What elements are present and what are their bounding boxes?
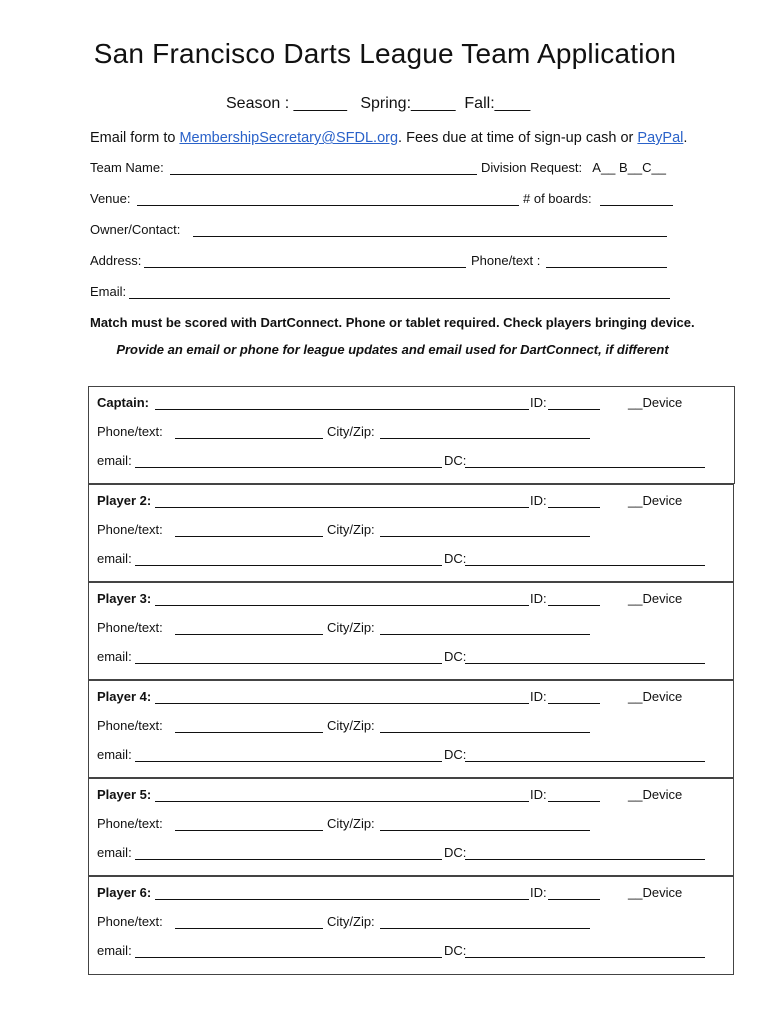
player-phone-field[interactable] bbox=[175, 536, 323, 537]
player-dc-field[interactable] bbox=[465, 761, 705, 762]
player-city-label: City/Zip: bbox=[327, 816, 375, 831]
player-label: Player 3: bbox=[97, 591, 152, 606]
player-dc-label: DC: bbox=[444, 453, 467, 468]
dartconnect-notice: Match must be scored with DartConnect. Phone or tablet required. Check players bringing device. bbox=[90, 315, 695, 330]
player-device-label: __Device bbox=[628, 395, 683, 410]
player-id-field[interactable] bbox=[548, 507, 600, 508]
membership-email-link[interactable]: MembershipSecretary@SFDL.org bbox=[179, 130, 399, 146]
player-email-field[interactable] bbox=[135, 859, 442, 860]
player-name-field[interactable] bbox=[155, 409, 529, 410]
player-id-label: ID: bbox=[530, 395, 547, 410]
player-dc-label: DC: bbox=[444, 747, 467, 762]
owner-field[interactable] bbox=[193, 236, 667, 237]
player-device-label: __Device bbox=[628, 885, 683, 900]
player-city-label: City/Zip: bbox=[327, 620, 375, 635]
player-phone-label: Phone/text: bbox=[97, 718, 163, 733]
player-device-label: __Device bbox=[628, 591, 683, 606]
email-end: . bbox=[683, 130, 688, 146]
season-line: Season : ______ Spring:_____ Fall:____ bbox=[226, 95, 531, 112]
player-phone-label: Phone/text: bbox=[97, 914, 163, 929]
player-city-field[interactable] bbox=[380, 732, 590, 733]
player-label: Captain: bbox=[97, 395, 149, 410]
player-phone-field[interactable] bbox=[175, 928, 323, 929]
owner-label: Owner/Contact: bbox=[90, 222, 181, 237]
player-id-label: ID: bbox=[530, 689, 547, 704]
player-phone-label: Phone/text: bbox=[97, 816, 163, 831]
player-dc-label: DC: bbox=[444, 551, 467, 566]
player-phone-label: Phone/text: bbox=[97, 620, 163, 635]
venue-field[interactable] bbox=[137, 205, 519, 206]
player-dc-field[interactable] bbox=[465, 957, 705, 958]
player-email-label: email: bbox=[97, 943, 132, 958]
player-city-field[interactable] bbox=[380, 438, 590, 439]
player-email-label: email: bbox=[97, 747, 132, 762]
paypal-link[interactable]: PayPal bbox=[637, 130, 684, 146]
player-dc-label: DC: bbox=[444, 649, 467, 664]
player-email-field[interactable] bbox=[135, 467, 442, 468]
player-city-field[interactable] bbox=[380, 830, 590, 831]
player-city-field[interactable] bbox=[380, 928, 590, 929]
player-label: Player 6: bbox=[97, 885, 152, 900]
player-id-field[interactable] bbox=[548, 703, 600, 704]
page-title: San Francisco Darts League Team Application bbox=[93, 38, 677, 69]
player-dc-label: DC: bbox=[444, 845, 467, 860]
player-dc-field[interactable] bbox=[465, 565, 705, 566]
phone-label: Phone/text : bbox=[471, 253, 541, 268]
player-id-field[interactable] bbox=[548, 409, 600, 410]
player-name-field[interactable] bbox=[155, 801, 529, 802]
player-email-field[interactable] bbox=[135, 663, 442, 664]
email-intro: Email form to bbox=[90, 130, 180, 146]
player-device-label: __Device bbox=[628, 689, 683, 704]
team-name-field[interactable] bbox=[170, 174, 477, 175]
player-id-field[interactable] bbox=[548, 605, 600, 606]
player-phone-field[interactable] bbox=[175, 634, 323, 635]
email-instructions bbox=[90, 130, 687, 146]
player-city-field[interactable] bbox=[380, 634, 590, 635]
player-email-label: email: bbox=[97, 845, 132, 860]
player-phone-field[interactable] bbox=[175, 438, 323, 439]
boards-field[interactable] bbox=[600, 205, 673, 206]
player-phone-label: Phone/text: bbox=[97, 424, 163, 439]
venue-label: Venue: bbox=[90, 191, 131, 206]
player-id-label: ID: bbox=[530, 787, 547, 802]
player-email-field[interactable] bbox=[135, 565, 442, 566]
player-dc-field[interactable] bbox=[465, 859, 705, 860]
player-id-label: ID: bbox=[530, 493, 547, 508]
player-city-label: City/Zip: bbox=[327, 914, 375, 929]
player-city-label: City/Zip: bbox=[327, 718, 375, 733]
player-device-label: __Device bbox=[628, 493, 683, 508]
player-id-field[interactable] bbox=[548, 801, 600, 802]
team-name-label: Team Name: bbox=[90, 160, 164, 175]
email-mid: . Fees due at time of sign-up cash or bbox=[398, 130, 638, 146]
player-phone-field[interactable] bbox=[175, 830, 323, 831]
player-label: Player 2: bbox=[97, 493, 152, 508]
player-name-field[interactable] bbox=[155, 507, 529, 508]
player-email-field[interactable] bbox=[135, 761, 442, 762]
player-city-field[interactable] bbox=[380, 536, 590, 537]
boards-label: # of boards: bbox=[523, 191, 592, 206]
player-phone-field[interactable] bbox=[175, 732, 323, 733]
player-city-label: City/Zip: bbox=[327, 522, 375, 537]
email-field[interactable] bbox=[129, 298, 670, 299]
player-email-field[interactable] bbox=[135, 957, 442, 958]
player-id-label: ID: bbox=[530, 591, 547, 606]
email-label: Email: bbox=[90, 284, 127, 299]
player-name-field[interactable] bbox=[155, 703, 529, 704]
address-field[interactable] bbox=[144, 267, 466, 268]
phone-field[interactable] bbox=[546, 267, 667, 268]
player-device-label: __Device bbox=[628, 787, 683, 802]
player-id-label: ID: bbox=[530, 885, 547, 900]
contact-note: Provide an email or phone for league updates and email used for DartConnect, if different bbox=[116, 342, 669, 357]
player-email-label: email: bbox=[97, 453, 132, 468]
player-city-label: City/Zip: bbox=[327, 424, 375, 439]
player-label: Player 4: bbox=[97, 689, 152, 704]
player-dc-field[interactable] bbox=[465, 467, 705, 468]
player-dc-field[interactable] bbox=[465, 663, 705, 664]
player-dc-label: DC: bbox=[444, 943, 467, 958]
player-label: Player 5: bbox=[97, 787, 152, 802]
address-label: Address: bbox=[90, 253, 142, 268]
player-name-field[interactable] bbox=[155, 605, 529, 606]
division-label: Division Request: A__ B__C__ bbox=[481, 160, 666, 175]
player-phone-label: Phone/text: bbox=[97, 522, 163, 537]
player-id-field[interactable] bbox=[548, 899, 600, 900]
player-email-label: email: bbox=[97, 551, 132, 566]
player-email-label: email: bbox=[97, 649, 132, 664]
player-name-field[interactable] bbox=[155, 899, 529, 900]
